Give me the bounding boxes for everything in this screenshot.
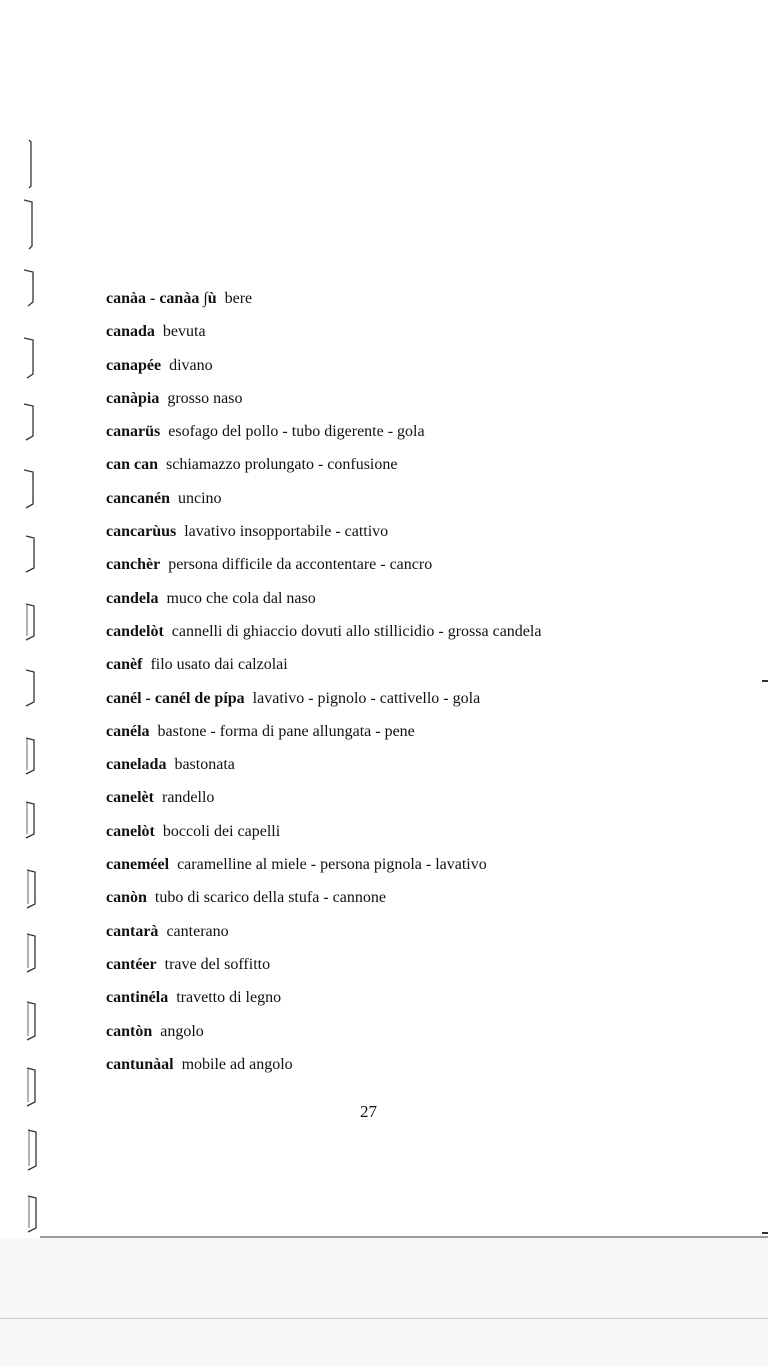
entry-term: caneméel xyxy=(106,856,170,874)
binding-marks xyxy=(0,0,60,1366)
dictionary-entry xyxy=(106,419,746,452)
entry-definition: bere xyxy=(224,290,253,307)
entry-definition: cannelli di ghiaccio dovuti allo stillicidio - grossa candela xyxy=(171,622,542,640)
entry-term: canàa - canàa ∫ù xyxy=(106,290,217,307)
entry-term: cantarà xyxy=(106,922,159,940)
entry-term: canél - canél de pípa xyxy=(106,689,245,707)
entry-definition: bastone - forma di pane allungata - pene xyxy=(157,722,415,740)
entry-term: canàpia xyxy=(106,389,160,407)
dictionary-entry xyxy=(106,819,746,852)
dictionary-entry xyxy=(106,286,746,319)
entry-term: can can xyxy=(106,456,158,474)
entry-definition: trave del soffitto xyxy=(164,955,271,973)
dictionary-entry xyxy=(106,386,746,419)
entry-term: canchèr xyxy=(106,556,161,574)
dictionary-entries xyxy=(106,286,746,1085)
entry-term: canelèt xyxy=(106,789,154,807)
entry-definition: muco che cola dal naso xyxy=(166,589,316,607)
scan-edge-line xyxy=(0,1318,768,1319)
dictionary-entry xyxy=(106,619,746,652)
entry-definition: randello xyxy=(161,789,215,807)
entry-definition: mobile ad angolo xyxy=(181,1055,293,1073)
dictionary-entry xyxy=(106,785,746,818)
entry-definition: schiamazzo prolungato - confusione xyxy=(166,456,398,474)
entry-term: canéla xyxy=(106,722,150,740)
entry-term: canelada xyxy=(106,756,167,774)
dictionary-entry xyxy=(106,985,746,1018)
dictionary-entry xyxy=(106,885,746,918)
entry-definition: canterano xyxy=(166,922,229,940)
entry-term: cantinéla xyxy=(106,989,169,1007)
dictionary-entry xyxy=(106,652,746,685)
entry-term: canada xyxy=(106,323,155,341)
dictionary-entry xyxy=(106,686,746,719)
entry-term: cantòn xyxy=(106,1022,153,1040)
dictionary-entry xyxy=(106,852,746,885)
entry-definition: angolo xyxy=(160,1022,204,1040)
dictionary-entry xyxy=(106,1019,746,1052)
entry-definition: boccoli dei capelli xyxy=(162,822,281,840)
entry-definition: lavativo insopportabile - cattivo xyxy=(184,523,389,541)
dictionary-entry xyxy=(106,552,746,585)
entry-definition: uncino xyxy=(178,489,222,507)
dictionary-entry xyxy=(106,952,746,985)
dictionary-entry xyxy=(106,919,746,952)
dictionary-entry xyxy=(106,1052,746,1085)
dictionary-entry xyxy=(106,519,746,552)
page-edge-line xyxy=(40,1236,768,1238)
entry-term: canelòt xyxy=(106,822,155,840)
entry-term: canòn xyxy=(106,889,147,907)
page-bottom-margin xyxy=(0,1238,768,1366)
entry-definition: persona difficile da accontentare - cancro xyxy=(168,556,433,574)
entry-term: cancanén xyxy=(106,489,170,507)
entry-term: cantunàal xyxy=(106,1055,174,1073)
entry-definition: travetto di legno xyxy=(176,989,282,1007)
page-number: 27 xyxy=(360,1102,377,1121)
dictionary-entry xyxy=(106,452,746,485)
entry-term: canapée xyxy=(106,356,162,374)
entry-definition: esofago del pollo - tubo digerente - gola xyxy=(168,423,425,441)
margin-mark xyxy=(762,680,768,682)
entry-term: candelòt xyxy=(106,622,164,640)
dictionary-entry xyxy=(106,719,746,752)
dictionary-entry xyxy=(106,319,746,352)
margin-mark xyxy=(762,1232,768,1234)
entry-term: cancarùus xyxy=(106,523,177,541)
entry-definition: filo usato dai calzolai xyxy=(150,656,288,674)
entry-term: canèf xyxy=(106,656,143,674)
entry-definition: caramelline al miele - persona pignola - lavativo xyxy=(177,856,487,874)
dictionary-entry xyxy=(106,586,746,619)
entry-term: canarüs xyxy=(106,423,161,441)
dictionary-entry xyxy=(106,353,746,386)
entry-definition: bevuta xyxy=(162,323,206,341)
entry-term: candela xyxy=(106,589,159,607)
entry-definition: lavativo - pignolo - cattivello - gola xyxy=(252,689,481,707)
entry-term: cantéer xyxy=(106,955,157,973)
entry-definition: grosso naso xyxy=(167,389,243,407)
entry-definition: tubo di scarico della stufa - cannone xyxy=(154,889,386,907)
dictionary-entry xyxy=(106,486,746,519)
entry-definition: divano xyxy=(169,356,213,374)
dictionary-entry xyxy=(106,752,746,785)
entry-definition: bastonata xyxy=(174,756,235,774)
